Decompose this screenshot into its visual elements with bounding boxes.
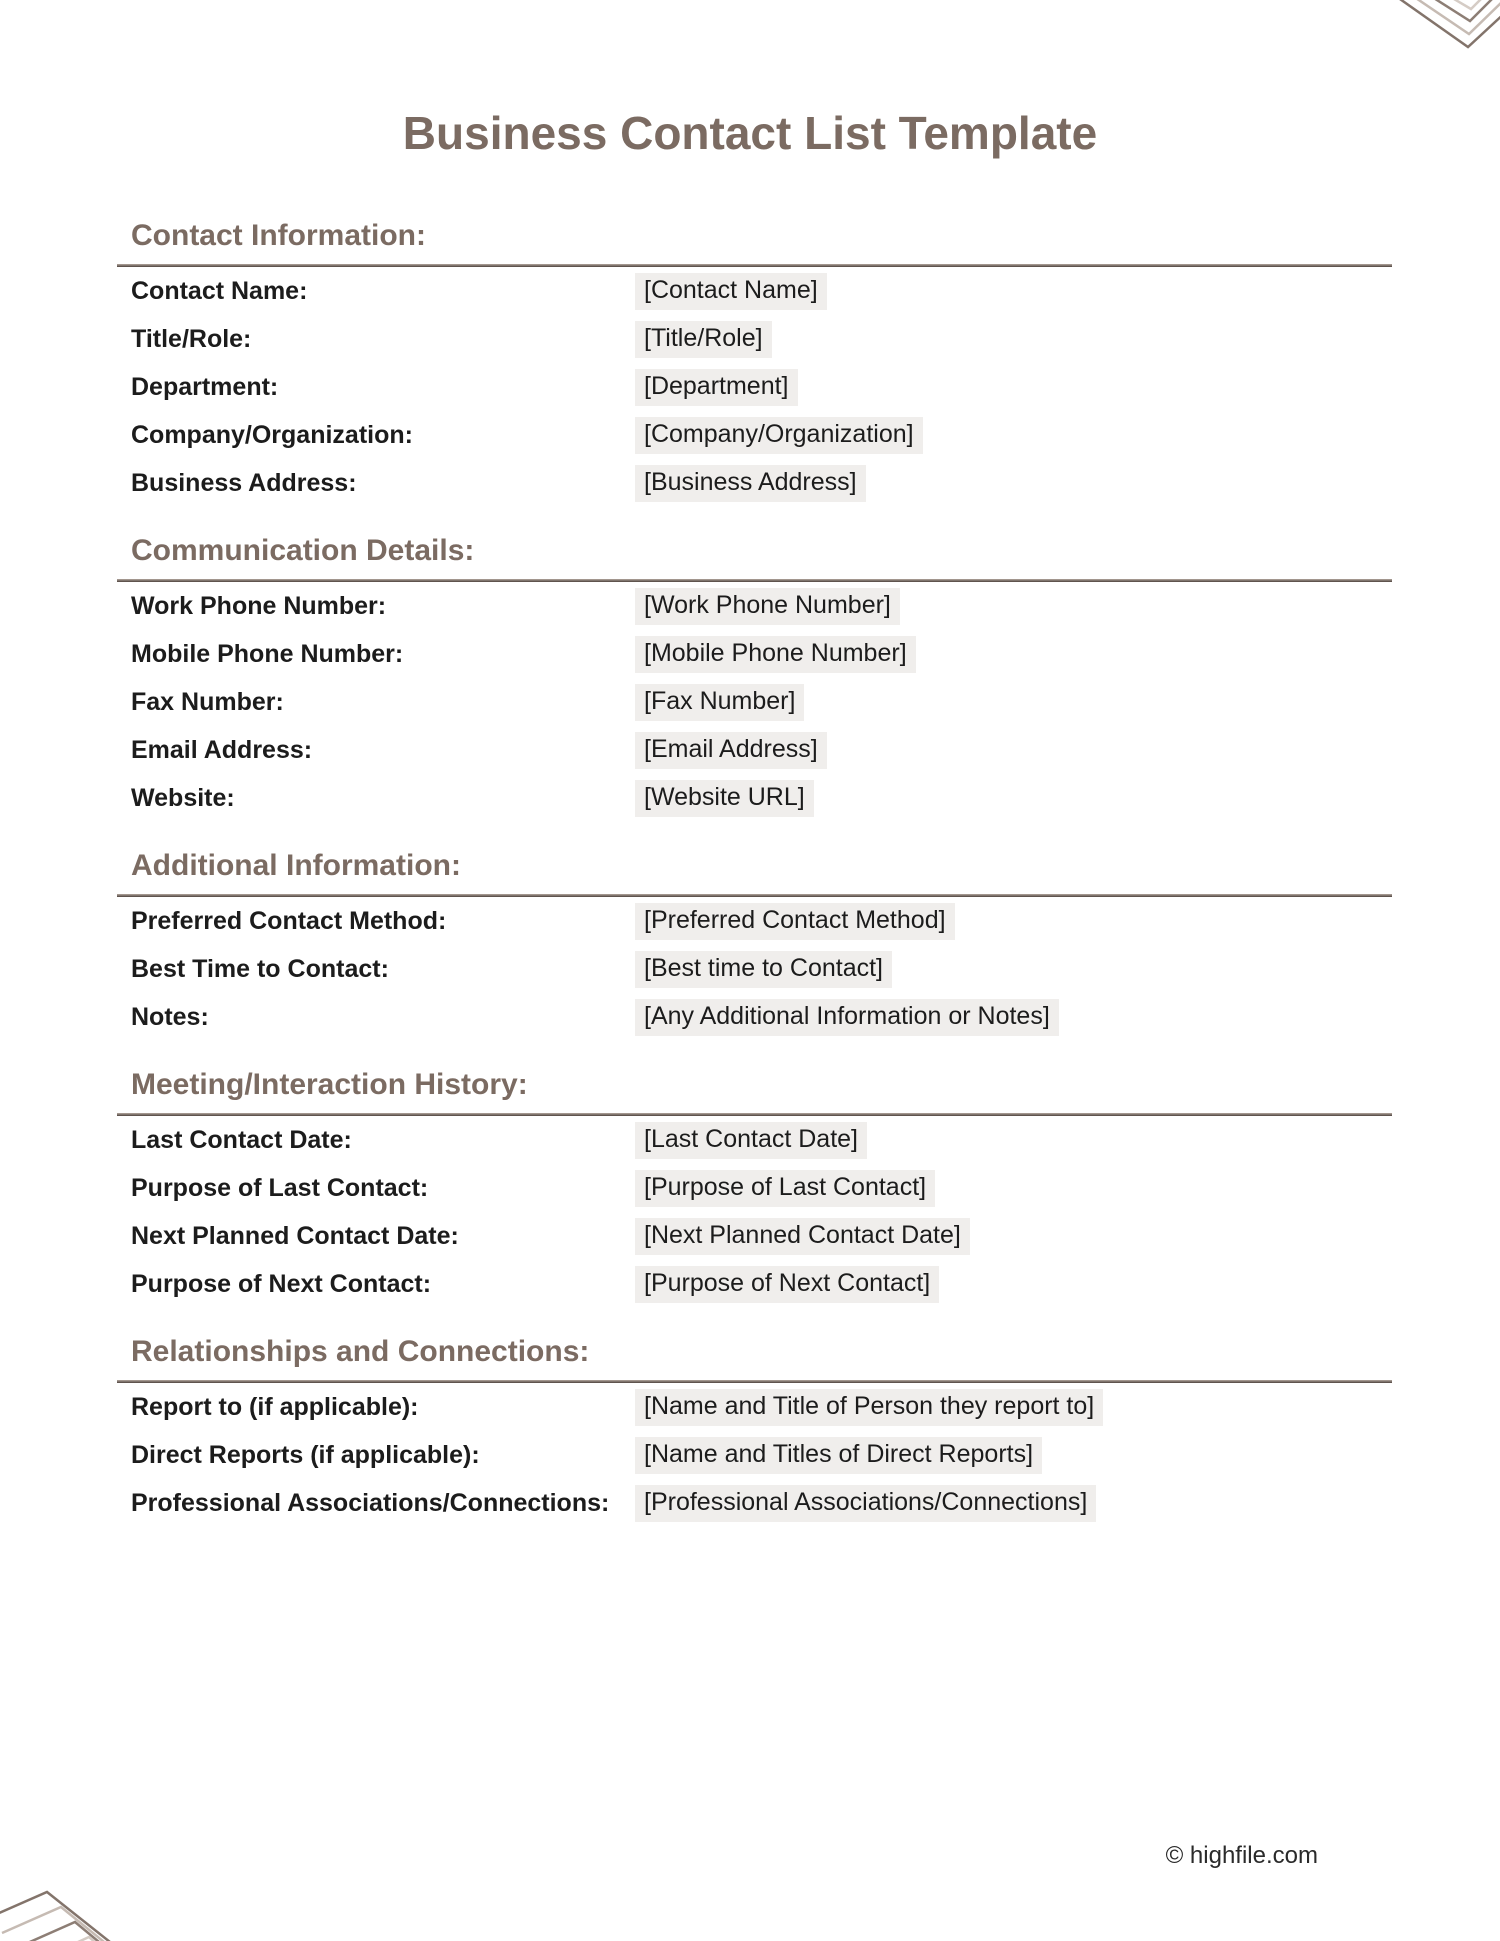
field-value-placeholder[interactable]: [Title/Role] bbox=[635, 321, 772, 358]
field-label: Email Address: bbox=[131, 735, 313, 764]
field-value-placeholder[interactable]: [Mobile Phone Number] bbox=[635, 636, 916, 673]
field-row bbox=[117, 678, 1392, 726]
field-row bbox=[117, 993, 1392, 1041]
field-value-placeholder[interactable]: [Next Planned Contact Date] bbox=[635, 1218, 970, 1255]
field-label: Last Contact Date: bbox=[131, 1125, 352, 1154]
field-label: Direct Reports (if applicable): bbox=[131, 1440, 480, 1469]
field-value-placeholder[interactable]: [Fax Number] bbox=[635, 684, 804, 721]
field-label: Preferred Contact Method: bbox=[131, 906, 447, 935]
document-body bbox=[117, 218, 1392, 1527]
field-value-placeholder[interactable]: [Purpose of Last Contact] bbox=[635, 1170, 935, 1207]
field-label: Purpose of Next Contact: bbox=[131, 1269, 432, 1298]
section-relationships-connections bbox=[117, 1334, 1392, 1527]
field-row bbox=[117, 945, 1392, 993]
field-label: Fax Number: bbox=[131, 687, 284, 716]
field-label: Notes: bbox=[131, 1002, 209, 1031]
field-row bbox=[117, 1164, 1392, 1212]
section-additional-information bbox=[117, 848, 1392, 1041]
field-label: Business Address: bbox=[131, 468, 357, 497]
field-value-placeholder[interactable]: [Work Phone Number] bbox=[635, 588, 900, 625]
ornament-top-right-icon bbox=[1340, 0, 1500, 80]
field-value-placeholder[interactable]: [Purpose of Next Contact] bbox=[635, 1266, 939, 1303]
field-row bbox=[117, 1212, 1392, 1260]
field-value-placeholder[interactable]: [Preferred Contact Method] bbox=[635, 903, 955, 940]
field-row bbox=[117, 1260, 1392, 1308]
field-label: Professional Associations/Connections: bbox=[131, 1488, 610, 1517]
field-label: Website: bbox=[131, 783, 235, 812]
field-row bbox=[117, 1383, 1392, 1431]
field-label: Contact Name: bbox=[131, 276, 308, 305]
section-communication-details bbox=[117, 533, 1392, 822]
field-label: Department: bbox=[131, 372, 279, 401]
field-value-placeholder[interactable]: [Website URL] bbox=[635, 780, 814, 817]
field-row bbox=[117, 897, 1392, 945]
field-label: Mobile Phone Number: bbox=[131, 639, 404, 668]
field-row bbox=[117, 363, 1392, 411]
field-row bbox=[117, 315, 1392, 363]
section-contact-information bbox=[117, 218, 1392, 507]
section-heading: Additional Information: bbox=[131, 849, 461, 882]
field-label: Title/Role: bbox=[131, 324, 252, 353]
field-label: Work Phone Number: bbox=[131, 591, 387, 620]
footer-copyright: © highfile.com bbox=[1165, 1842, 1318, 1869]
section-heading: Meeting/Interaction History: bbox=[131, 1068, 528, 1101]
section-meeting-interaction-history bbox=[117, 1067, 1392, 1308]
field-value-placeholder[interactable]: [Name and Titles of Direct Reports] bbox=[635, 1437, 1042, 1474]
field-row bbox=[117, 1479, 1392, 1527]
field-value-placeholder[interactable]: [Last Contact Date] bbox=[635, 1122, 867, 1159]
field-value-placeholder[interactable]: [Any Additional Information or Notes] bbox=[635, 999, 1059, 1036]
field-value-placeholder[interactable]: [Email Address] bbox=[635, 732, 827, 769]
field-row bbox=[117, 459, 1392, 507]
field-value-placeholder[interactable]: [Professional Associations/Connections] bbox=[635, 1485, 1096, 1522]
field-label: Purpose of Last Contact: bbox=[131, 1173, 429, 1202]
field-row bbox=[117, 726, 1392, 774]
field-value-placeholder[interactable]: [Name and Title of Person they report to] bbox=[635, 1389, 1103, 1426]
field-value-placeholder[interactable]: [Company/Organization] bbox=[635, 417, 923, 454]
ornament-bottom-left-icon bbox=[0, 1851, 140, 1941]
field-row bbox=[117, 630, 1392, 678]
section-heading: Communication Details: bbox=[131, 534, 475, 567]
section-heading: Contact Information: bbox=[131, 219, 426, 252]
section-heading: Relationships and Connections: bbox=[131, 1335, 590, 1368]
field-label: Report to (if applicable): bbox=[131, 1392, 419, 1421]
field-row bbox=[117, 267, 1392, 315]
field-row bbox=[117, 1116, 1392, 1164]
field-value-placeholder[interactable]: [Contact Name] bbox=[635, 273, 827, 310]
field-row bbox=[117, 582, 1392, 630]
field-value-placeholder[interactable]: [Business Address] bbox=[635, 465, 866, 502]
field-row bbox=[117, 411, 1392, 459]
field-label: Best Time to Contact: bbox=[131, 954, 389, 983]
field-row bbox=[117, 774, 1392, 822]
field-value-placeholder[interactable]: [Best time to Contact] bbox=[635, 951, 892, 988]
field-label: Next Planned Contact Date: bbox=[131, 1221, 459, 1250]
field-value-placeholder[interactable]: [Department] bbox=[635, 369, 798, 406]
field-label: Company/Organization: bbox=[131, 420, 413, 449]
field-row bbox=[117, 1431, 1392, 1479]
page-title: Business Contact List Template bbox=[402, 107, 1098, 159]
